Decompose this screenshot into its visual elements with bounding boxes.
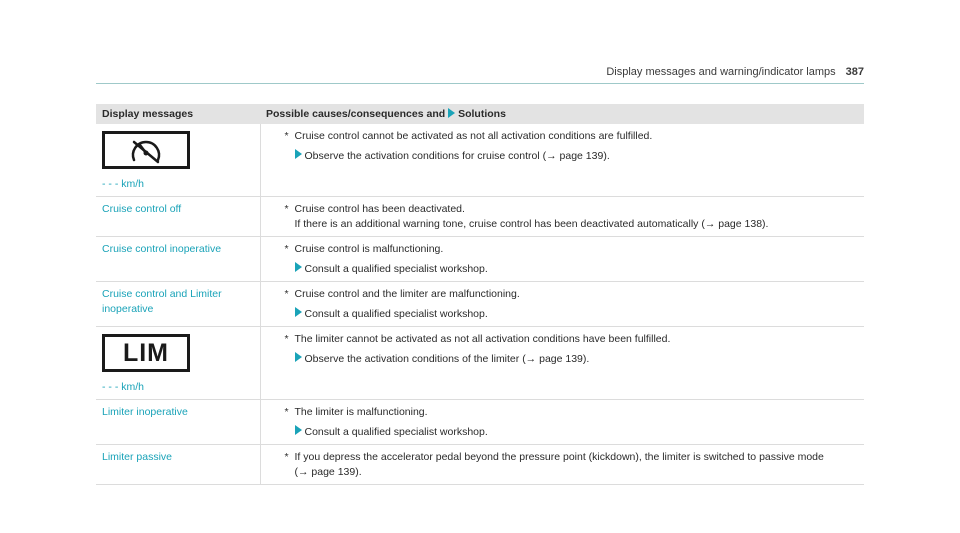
table-header-row: [96, 104, 864, 124]
arrow-right-icon: [295, 307, 302, 317]
message-cell: Limiter passive: [96, 445, 260, 485]
cause-text-continued: (→ page 139).: [294, 466, 362, 478]
table-row: [96, 327, 864, 400]
cause-text: Cruise control and the limiter are malfunctioning.: [294, 288, 520, 300]
arrow-right-icon: [295, 149, 302, 159]
display-messages-table: [96, 104, 864, 485]
cause-text: Cruise control cannot be activated as not all activation conditions are fulfilled.: [294, 130, 653, 142]
cause-text: The limiter is malfunctioning.: [294, 406, 428, 418]
limiter-icon: LIM: [102, 334, 190, 372]
arrow-right-icon: [295, 262, 302, 272]
table-row: [96, 237, 864, 282]
cause-text: Cruise control is malfunctioning.: [294, 243, 444, 255]
cause-cell: * The limiter is malfunctioning. Consult a qualified specialist workshop.: [260, 400, 864, 445]
solution-text: Consult a qualified specialist workshop.: [304, 263, 488, 275]
column-header-display-messages: Display messages: [96, 104, 260, 124]
cause-cell: * The limiter cannot be activated as not all activation conditions have been fulfilled. Observe the activation conditions of the limiter (→ page 139).: [260, 327, 864, 400]
cause-cell: * Cruise control has been deactivated. If there is an additional warning tone, cruise control has been deactivated automatically (→ page 138).: [260, 197, 864, 237]
message-cell: Cruise control off: [96, 197, 260, 237]
cause-text: If you depress the accelerator pedal beyond the pressure point (kickdown), the limiter is switched to passive mode: [294, 451, 824, 463]
solution-text: Observe the activation conditions of the limiter (→ page 139).: [304, 353, 590, 365]
header-title: Display messages and warning/indicator lamps: [606, 66, 836, 78]
speedometer-icon: [102, 131, 190, 169]
detail-text: If there is an additional warning tone, cruise control has been deactivated automatically (→ page 138).: [294, 218, 769, 230]
cause-text: The limiter cannot be activated as not all activation conditions have been fulfilled.: [294, 333, 671, 345]
cause-cell: * Cruise control is malfunctioning. Consult a qualified specialist workshop.: [260, 237, 864, 282]
table-row: [96, 400, 864, 445]
table-row: [96, 445, 864, 485]
column-header-causes: Possible causes/consequences and Solutions: [260, 104, 864, 124]
message-cell: [96, 124, 260, 197]
cause-text: Cruise control has been deactivated.: [294, 203, 465, 215]
table-row: [96, 197, 864, 237]
table-row: [96, 124, 864, 197]
message-cell: [96, 327, 260, 400]
header-rule: [96, 83, 864, 84]
message-cell: Cruise control and Limiter inoperative: [96, 282, 260, 327]
arrow-right-icon: [448, 108, 455, 118]
cause-cell: * Cruise control cannot be activated as not all activation conditions are fulfilled. Observe the activation conditions for cruise control (→ page 139).: [260, 124, 864, 197]
message-cell: Limiter inoperative: [96, 400, 260, 445]
arrow-right-icon: [295, 352, 302, 362]
arrow-right-icon: [295, 425, 302, 435]
table-row: [96, 282, 864, 327]
page-number: 387: [845, 66, 864, 78]
cause-cell: * Cruise control and the limiter are malfunctioning. Consult a qualified specialist workshop.: [260, 282, 864, 327]
solution-text: Consult a qualified specialist workshop.: [304, 426, 488, 438]
message-cell: Cruise control inoperative: [96, 237, 260, 282]
page-header: [606, 66, 864, 78]
cause-cell: * If you depress the accelerator pedal beyond the pressure point (kickdown), the limiter is switched to passive mode (→ page 139).: [260, 445, 864, 485]
solution-text: Consult a qualified specialist workshop.: [304, 308, 488, 320]
solution-text: Observe the activation conditions for cruise control (→ page 139).: [304, 150, 610, 162]
speed-display-label: - - - km/h: [102, 381, 144, 393]
speed-display-label: - - - km/h: [102, 178, 144, 190]
